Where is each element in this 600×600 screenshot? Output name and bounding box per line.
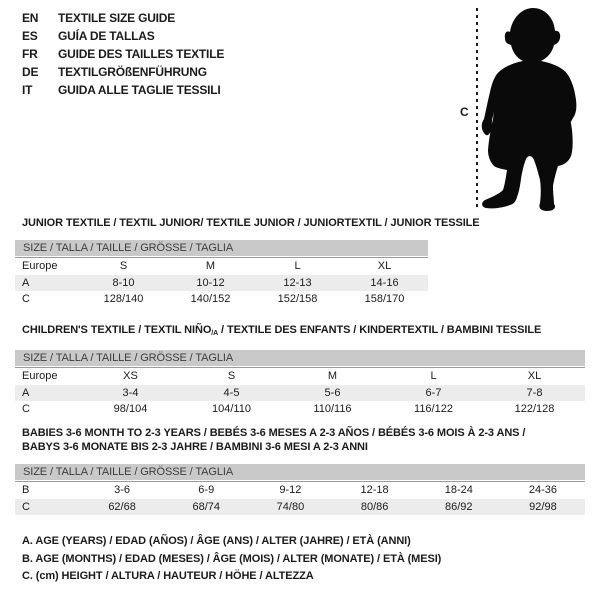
toddler-silhouette-icon <box>480 2 595 212</box>
size-table-body <box>15 257 428 308</box>
table-row <box>15 482 585 499</box>
section-title-text: CHILDREN'S TEXTILE / TEXTIL NIÑO <box>22 324 212 336</box>
value-cell: 128/140 <box>103 293 144 306</box>
value-cell: 68/74 <box>192 500 221 513</box>
language-title: GUIDA ALLE TAGLIE TESSILI <box>58 83 221 97</box>
value-cell: 74/80 <box>276 500 305 513</box>
language-title: TEXTILE SIZE GUIDE <box>58 11 176 25</box>
value-cell: S <box>119 260 128 273</box>
value-cell: 9-12 <box>279 484 302 497</box>
language-code: ES <box>22 29 38 43</box>
row-label-cell: Europe <box>22 370 58 383</box>
language-title: TEXTILGRÖßENFÜHRUNG <box>58 65 207 79</box>
row-label-cell: A <box>22 386 30 399</box>
value-cell: XL <box>527 370 542 383</box>
language-title: GUÍA DE TALLAS <box>58 29 155 43</box>
height-measure-line <box>476 8 478 210</box>
language-row <box>22 63 224 81</box>
value-cell: 158/170 <box>364 293 405 306</box>
value-cell: 110/116 <box>313 403 352 416</box>
row-label-cell: C <box>22 293 30 306</box>
language-code: FR <box>22 47 38 61</box>
size-table-body <box>15 481 585 515</box>
value-cell: 24-36 <box>528 484 558 497</box>
section-title-text: /A <box>211 330 219 337</box>
section-babies <box>22 426 592 513</box>
row-label-cell: B <box>22 484 30 497</box>
language-row <box>22 27 224 45</box>
value-cell: 5-6 <box>324 386 341 399</box>
size-table-body <box>15 367 585 418</box>
value-cell: XS <box>123 370 138 383</box>
table-row <box>15 385 585 402</box>
value-cell: 10-12 <box>196 276 225 289</box>
section-title-text: BABYS 3-6 MONATE BIS 2-3 JAHRE / BAMBINI 3-6 MESI A 2-3 ANNI <box>22 441 368 453</box>
table-row <box>15 499 585 516</box>
value-cell: 92/98 <box>529 500 557 513</box>
value-cell: 12-13 <box>283 276 312 289</box>
value-cell: 6-7 <box>425 386 442 399</box>
value-cell: 62/68 <box>108 500 136 513</box>
value-cell: 98/104 <box>113 403 148 416</box>
row-label-cell: C <box>22 500 30 513</box>
size-table-header: SIZE / TALLA / TAILLE / GRÖSSE / TAGLIA <box>15 350 585 366</box>
language-row <box>22 9 224 27</box>
size-table-header: SIZE / TALLA / TAILLE / GRÖSSE / TAGLIA <box>15 240 428 256</box>
table-row <box>15 275 428 292</box>
table-row <box>15 401 585 418</box>
size-table <box>15 350 585 418</box>
table-row <box>15 368 585 385</box>
row-label-cell: A <box>22 276 30 289</box>
section-title <box>22 426 592 454</box>
height-figure <box>452 2 600 214</box>
value-cell: L <box>430 370 437 383</box>
value-cell: 122/128 <box>514 403 555 416</box>
size-table <box>15 240 428 308</box>
language-code: DE <box>22 65 39 79</box>
footnote-line: C. (cm) HEIGHT / ALTURA / HAUTEUR / HÖHE / ALTEZZA <box>22 570 314 582</box>
section-title-text: BABIES 3-6 MONTH TO 2-3 YEARS / BEBÉS 3-6 MESES A 2-3 AÑOS / BÉBÉS 3-6 MOIS À 2-3 ANS / <box>22 427 526 439</box>
value-cell: 18-24 <box>444 484 473 497</box>
value-cell: 7-8 <box>526 386 543 399</box>
section-title <box>22 216 578 230</box>
language-title: GUIDE DES TAILLES TEXTILE <box>58 47 225 61</box>
value-cell: 14-16 <box>370 276 399 289</box>
section-title-text: / TEXTILE DES ENFANTS / KINDERTEXTIL / BAMBINI TESSILE <box>218 324 542 336</box>
value-cell: 4-5 <box>223 386 240 399</box>
language-row <box>22 45 224 63</box>
language-code: EN <box>22 11 39 25</box>
value-cell: 8-10 <box>112 276 135 289</box>
footnote-list <box>22 533 441 586</box>
value-cell: 86/92 <box>445 500 473 513</box>
value-cell: 12-18 <box>360 484 389 497</box>
value-cell: M <box>327 370 338 383</box>
value-cell: XL <box>377 260 392 273</box>
section-title-text: JUNIOR TEXTILE / TEXTIL JUNIOR/ TEXTILE JUNIOR / JUNIORTEXTIL / JUNIOR TESSILE <box>22 217 480 229</box>
section-junior <box>22 216 578 306</box>
value-cell: 3-6 <box>114 484 131 497</box>
value-cell: 104/110 <box>212 403 251 416</box>
value-cell: S <box>227 370 236 383</box>
section-children <box>22 323 592 416</box>
language-code: IT <box>22 83 33 97</box>
language-row <box>22 81 224 99</box>
footnote-line: B. AGE (MONTHS) / EDAD (MESES) / ÂGE (MOIS) / ALTER (MONATE) / ETÀ (MESI) <box>22 552 442 565</box>
value-cell: L <box>294 260 301 273</box>
value-cell: 3-4 <box>122 386 139 399</box>
value-cell: 6-9 <box>198 484 215 497</box>
language-list <box>22 9 224 99</box>
size-table <box>15 464 585 515</box>
row-label-cell: Europe <box>22 260 58 273</box>
value-cell: 116/122 <box>414 403 453 416</box>
row-label-cell: C <box>22 403 30 416</box>
value-cell: 80/86 <box>360 500 389 513</box>
table-row <box>15 258 428 275</box>
size-table-header: SIZE / TALLA / TAILLE / GRÖSSE / TAGLIA <box>15 464 585 480</box>
footnote-line: A. AGE (YEARS) / EDAD (AÑOS) / ÂGE (ANS) / ALTER (JAHRE) / ETÀ (ANNI) <box>22 535 411 547</box>
table-row <box>15 291 428 308</box>
value-cell: 152/158 <box>277 293 318 306</box>
section-title <box>22 323 592 341</box>
value-cell: 140/152 <box>190 293 231 306</box>
value-cell: M <box>205 260 216 273</box>
height-label: C <box>460 105 469 119</box>
